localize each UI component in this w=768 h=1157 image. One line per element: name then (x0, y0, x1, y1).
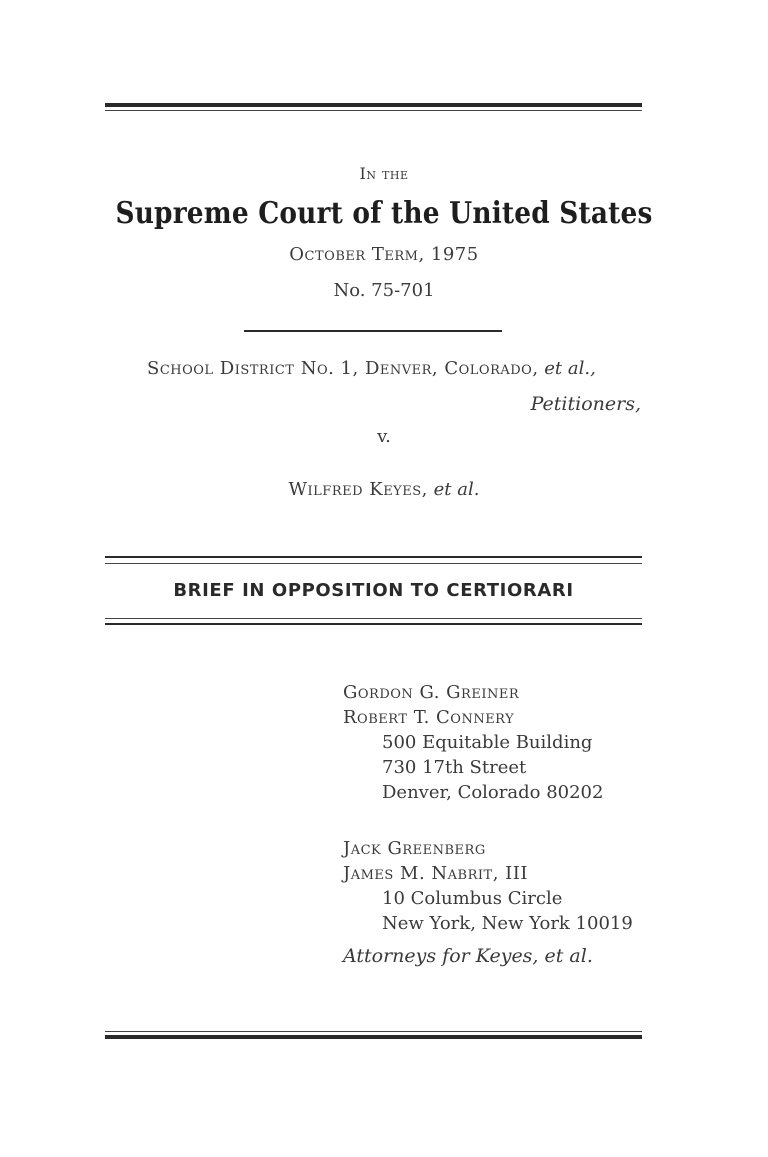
respondent-name: Wilfred Keyes, (288, 479, 428, 500)
title-bottom-rule-thin (105, 618, 642, 619)
versus: v. (377, 426, 391, 447)
bottom-rule-thin (105, 1031, 642, 1032)
counsel-name: Robert T. Connery (343, 707, 515, 728)
docket-number: No. 75-701 (333, 280, 435, 301)
counsel-name: Jack Greenberg (343, 838, 486, 859)
document-title: BRIEF IN OPPOSITION TO CERTIORARI (173, 580, 574, 601)
title-top-rule-thin (105, 563, 642, 564)
respondent-etal: et al. (433, 479, 480, 500)
petitioner-etal: et al., (544, 358, 596, 379)
counsel-block-denver (343, 680, 603, 805)
counsel-address-line: 730 17th Street (382, 757, 527, 778)
top-rule-thick (105, 103, 642, 107)
attorneys-for: Attorneys for Keyes, et al. (343, 945, 593, 967)
petitioner-name: School District No. 1, Denver, Colorado, (147, 358, 539, 379)
court-term: October Term, 1975 (289, 244, 479, 265)
counsel-name: Gordon G. Greiner (343, 682, 520, 703)
title-top-rule-thick (105, 556, 642, 558)
counsel-address-line: New York, New York 10019 (382, 913, 633, 934)
respondent-line (0, 479, 768, 500)
caption-in-the: In the (359, 164, 409, 183)
counsel-address-line: Denver, Colorado 80202 (382, 782, 604, 803)
top-rule-thin (105, 110, 642, 111)
court-name: Supreme Court of the United States (115, 196, 653, 231)
counsel-address-line: 10 Columbus Circle (382, 888, 563, 909)
petitioner-line (147, 358, 596, 379)
bottom-rule-thick (105, 1035, 642, 1039)
petitioners-label: Petitioners, (530, 393, 641, 415)
counsel-name: James M. Nabrit, III (343, 863, 528, 884)
title-bottom-rule-thick (105, 623, 642, 625)
counsel-address-line: 500 Equitable Building (382, 732, 593, 753)
counsel-block-new-york (343, 836, 633, 936)
caption-divider (244, 330, 502, 332)
